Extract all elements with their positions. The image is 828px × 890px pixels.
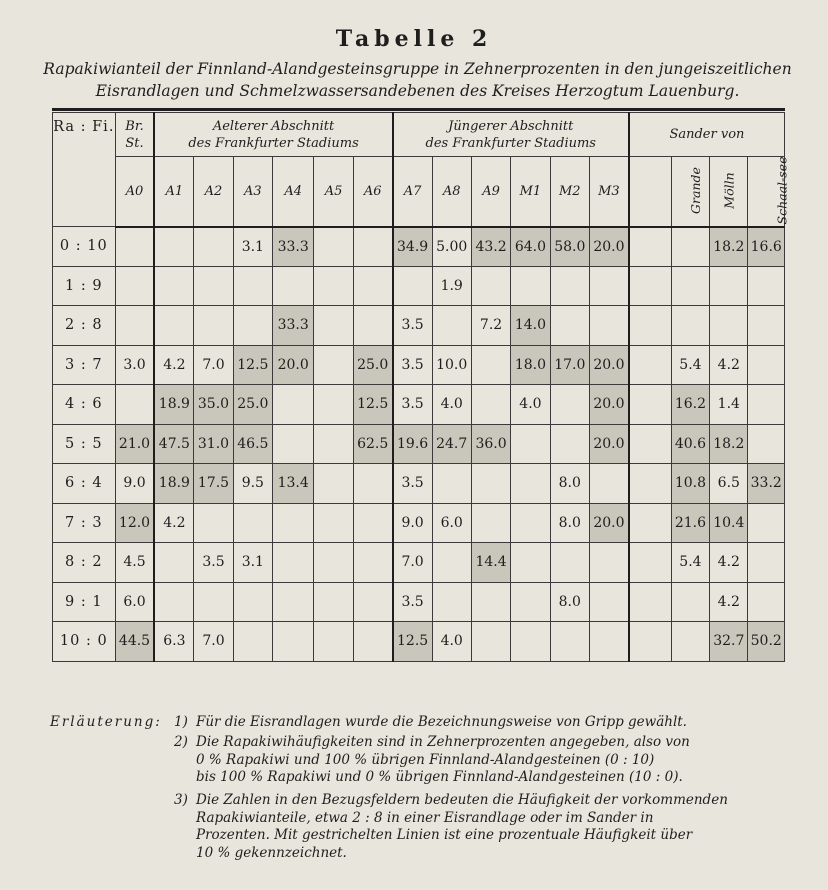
- col-header-a5: A5: [314, 157, 353, 227]
- table-cell: [511, 622, 550, 662]
- col-header-moelln: [710, 157, 748, 227]
- table-cell: [550, 622, 589, 662]
- table-cell: [273, 424, 314, 464]
- table-cell: 8.0: [550, 464, 589, 504]
- table-cell: 5.00: [432, 227, 471, 267]
- note-2-line-3: bis 100 % Rapakiwi und 0 % übrigen Finnland-Alandgesteinen (10 : 0).: [196, 769, 683, 786]
- table-cell: [550, 385, 589, 425]
- table-row: [53, 345, 785, 385]
- table-cell: 9.5: [233, 464, 272, 504]
- table-cell: [748, 582, 785, 622]
- table-cell: [314, 543, 353, 583]
- table-cell: 43.2: [471, 227, 510, 267]
- table-cell: 20.0: [589, 424, 628, 464]
- row-label: 8 : 2: [53, 543, 116, 583]
- table-cell: [629, 503, 671, 543]
- table-row: [53, 622, 785, 662]
- table-cell: [194, 227, 233, 267]
- table-cell: 4.2: [154, 503, 193, 543]
- table-cell: [589, 306, 628, 346]
- table-cell: [471, 622, 510, 662]
- table-cell: 12.5: [393, 622, 432, 662]
- table-cell: [550, 306, 589, 346]
- table-cell: 3.1: [233, 543, 272, 583]
- row-label: 3 : 7: [53, 345, 116, 385]
- table-title: Tabelle 2: [335, 26, 493, 52]
- table-cell: 4.0: [432, 622, 471, 662]
- table-cell: 19.6: [393, 424, 432, 464]
- table-cell: [629, 464, 671, 504]
- table-cell: 14.4: [471, 543, 510, 583]
- note-3-number: 3): [174, 792, 188, 808]
- col-header-a4: A4: [273, 157, 314, 227]
- table-cell: [471, 266, 510, 306]
- note-2-number: 2): [174, 734, 188, 750]
- table-cell: 12.0: [115, 503, 154, 543]
- table-cell: 3.5: [393, 345, 432, 385]
- table-cell: [629, 345, 671, 385]
- table-cell: 4.2: [710, 582, 748, 622]
- note-3-line-2: Rapakiwianteile, etwa 2 : 8 in einer Eisrandlage oder im Sander in: [196, 809, 654, 826]
- note-2-line-2: 0 % Rapakiwi und 100 % übrigen Finnland-Alandgesteinen (0 : 10): [196, 751, 655, 768]
- table-cell: 10.0: [432, 345, 471, 385]
- table-cell: [314, 582, 353, 622]
- table-cell: [432, 306, 471, 346]
- table-cell: [314, 227, 353, 267]
- table-cell: 6.0: [115, 582, 154, 622]
- row-label: 6 : 4: [53, 464, 116, 504]
- col-header-a3: A3: [233, 157, 272, 227]
- table-cell: [314, 424, 353, 464]
- table-cell: 31.0: [194, 424, 233, 464]
- row-label: 0 : 10: [53, 227, 116, 267]
- table-cell: 33.2: [748, 464, 785, 504]
- table-cell: [671, 622, 709, 662]
- table-cell: [353, 227, 392, 267]
- table-cell: [629, 306, 671, 346]
- table-cell: [314, 266, 353, 306]
- note-2: [174, 734, 774, 787]
- row-label: 5 : 5: [53, 424, 116, 464]
- table-cell: [629, 582, 671, 622]
- table-cell: [273, 543, 314, 583]
- row-label: 10 : 0: [53, 622, 116, 662]
- note-1-number: 1): [174, 714, 188, 730]
- header-older-section: [154, 113, 392, 157]
- table-cell: 6.0: [432, 503, 471, 543]
- col-header-a1: A1: [154, 157, 193, 227]
- table-cell: 6.5: [710, 464, 748, 504]
- col-header-a7: A7: [393, 157, 432, 227]
- table-cell: 10.4: [710, 503, 748, 543]
- col-header-sander-blank: [629, 157, 671, 227]
- header-brst-line2: St.: [125, 135, 144, 151]
- table-cell: [748, 424, 785, 464]
- header-brst-line1: Br.: [125, 118, 144, 134]
- table-cell: 33.3: [273, 306, 314, 346]
- table-cell: 25.0: [353, 345, 392, 385]
- table-cell: 17.0: [550, 345, 589, 385]
- table-cell: 35.0: [194, 385, 233, 425]
- table-cell: 3.5: [393, 464, 432, 504]
- table-cell: [710, 306, 748, 346]
- table-cell: [273, 582, 314, 622]
- row-label: 1 : 9: [53, 266, 116, 306]
- table-cell: 9.0: [115, 464, 154, 504]
- table-cell: [550, 424, 589, 464]
- table-cell: [589, 266, 628, 306]
- table-cell: 3.0: [115, 345, 154, 385]
- table-cell: [154, 582, 193, 622]
- table-cell: [589, 543, 628, 583]
- col-header-m2: M2: [550, 157, 589, 227]
- table-cell: 17.5: [194, 464, 233, 504]
- table-cell: [115, 266, 154, 306]
- table-cell: [629, 227, 671, 267]
- row-label: 4 : 6: [53, 385, 116, 425]
- table-cell: 4.2: [710, 543, 748, 583]
- header-brst: [115, 113, 154, 157]
- table-cell: [671, 266, 709, 306]
- table-cell: [154, 306, 193, 346]
- table-cell: [353, 622, 392, 662]
- table-cell: 8.0: [550, 503, 589, 543]
- note-3-line-3: Prozenten. Mit gestrichelten Linien ist eine prozentuale Häufigkeit über: [196, 827, 693, 844]
- table-cell: [550, 266, 589, 306]
- table-cell: [233, 503, 272, 543]
- table-cell: 12.5: [353, 385, 392, 425]
- table-cell: 36.0: [471, 424, 510, 464]
- table-cell: [629, 424, 671, 464]
- table-cell: [671, 306, 709, 346]
- col-header-m1: M1: [511, 157, 550, 227]
- table-cell: [393, 266, 432, 306]
- col-header-a0: A0: [115, 157, 154, 227]
- table-cell: 9.0: [393, 503, 432, 543]
- table-cell: 4.2: [154, 345, 193, 385]
- table-cell: [748, 503, 785, 543]
- table-cell: 4.2: [710, 345, 748, 385]
- table-row: [53, 464, 785, 504]
- table-cell: 4.0: [432, 385, 471, 425]
- table-cell: [511, 266, 550, 306]
- table-cell: [194, 306, 233, 346]
- table-cell: [233, 622, 272, 662]
- col-header-a8: A8: [432, 157, 471, 227]
- table-cell: [629, 543, 671, 583]
- table-cell: [432, 582, 471, 622]
- table-cell: [353, 503, 392, 543]
- table-cell: [671, 582, 709, 622]
- table-cell: 21.6: [671, 503, 709, 543]
- table-cell: 18.0: [511, 345, 550, 385]
- note-2-line-1: Die Rapakiwihäufigkeiten sind in Zehnerprozenten angegeben, also von: [196, 734, 690, 750]
- table-cell: [511, 543, 550, 583]
- table-cell: 5.4: [671, 543, 709, 583]
- table-cell: [273, 503, 314, 543]
- table-cell: 3.1: [233, 227, 272, 267]
- table-cell: [314, 345, 353, 385]
- col-header-schaalsee: [748, 156, 790, 227]
- table-cell: 3.5: [194, 543, 233, 583]
- table-cell: 20.0: [589, 345, 628, 385]
- notes-label: Erläuterung:: [50, 714, 162, 730]
- col-header-a2: A2: [194, 157, 233, 227]
- table-cell: 33.3: [273, 227, 314, 267]
- table-cell: 12.5: [233, 345, 272, 385]
- subtitle-line-2: Eisrandlagen und Schmelzwassersandebenen des Kreises Herzogtum Lauenburg.: [95, 82, 740, 100]
- table-cell: 34.9: [393, 227, 432, 267]
- table-cell: 20.0: [589, 385, 628, 425]
- table-cell: [353, 266, 392, 306]
- table-cell: 7.0: [194, 622, 233, 662]
- table-cell: 50.2: [748, 622, 785, 662]
- col-header-a6: A6: [353, 157, 392, 227]
- table-cell: [194, 266, 233, 306]
- table-cell: 16.6: [748, 227, 785, 267]
- table-cell: 58.0: [550, 227, 589, 267]
- table-cell: [471, 503, 510, 543]
- table-cell: [511, 464, 550, 504]
- subtitle-line-1: Rapakiwianteil der Finnland-Alandgesteinsgruppe in Zehnerprozenten in den jungeiszeitlichen: [43, 60, 792, 78]
- table-cell: [273, 385, 314, 425]
- table-cell: 18.2: [710, 227, 748, 267]
- table-cell: [314, 464, 353, 504]
- table-cell: 7.0: [393, 543, 432, 583]
- table-cell: 8.0: [550, 582, 589, 622]
- table-cell: [353, 306, 392, 346]
- table-cell: [629, 266, 671, 306]
- table-body: [53, 227, 785, 662]
- rapakiwi-table: [52, 112, 790, 662]
- table-cell: 13.4: [273, 464, 314, 504]
- table-cell: 40.6: [671, 424, 709, 464]
- table-cell: 62.5: [353, 424, 392, 464]
- table-cell: [589, 582, 628, 622]
- table-cell: 20.0: [273, 345, 314, 385]
- table-cell: [273, 266, 314, 306]
- table-cell: [273, 622, 314, 662]
- table-cell: [511, 503, 550, 543]
- table-row: [53, 424, 785, 464]
- table-cell: [550, 543, 589, 583]
- table-cell: [194, 503, 233, 543]
- table-cell: 47.5: [154, 424, 193, 464]
- header-older-line2: des Frankfurter Stadiums: [188, 135, 359, 151]
- table-cell: [511, 424, 550, 464]
- table-cell: 44.5: [115, 622, 154, 662]
- table-cell: 20.0: [589, 227, 628, 267]
- table-cell: 25.0: [233, 385, 272, 425]
- table-row: [53, 227, 785, 267]
- col-header-m3: M3: [589, 157, 628, 227]
- table-cell: [314, 385, 353, 425]
- table-cell: [154, 543, 193, 583]
- table-cell: [353, 464, 392, 504]
- header-younger-line1: Jüngerer Abschnitt: [448, 118, 574, 134]
- table-cell: [629, 385, 671, 425]
- table-cell: [471, 345, 510, 385]
- table-row: [53, 306, 785, 346]
- table-cell: 4.0: [511, 385, 550, 425]
- row-label: 2 : 8: [53, 306, 116, 346]
- table-cell: 16.2: [671, 385, 709, 425]
- table-cell: [314, 503, 353, 543]
- table-cell: [154, 266, 193, 306]
- table-cell: [233, 266, 272, 306]
- table-row: [53, 266, 785, 306]
- header-younger-section: [393, 113, 629, 157]
- col-header-moelln-text: Mölln: [721, 172, 737, 209]
- table-cell: 1.9: [432, 266, 471, 306]
- table-cell: [629, 622, 671, 662]
- top-rule: [52, 108, 785, 111]
- table-cell: 24.7: [432, 424, 471, 464]
- table-cell: 21.0: [115, 424, 154, 464]
- col-header-a9: A9: [471, 157, 510, 227]
- col-header-grande: [671, 157, 709, 227]
- table-cell: 3.5: [393, 306, 432, 346]
- table-cell: [194, 582, 233, 622]
- table-cell: [710, 266, 748, 306]
- table-cell: [748, 306, 785, 346]
- table-cell: 7.2: [471, 306, 510, 346]
- table-row: [53, 543, 785, 583]
- table-cell: 5.4: [671, 345, 709, 385]
- table-cell: 4.5: [115, 543, 154, 583]
- table-cell: [233, 306, 272, 346]
- header-older-line1: Aelterer Abschnitt: [212, 118, 335, 134]
- table-cell: 10.8: [671, 464, 709, 504]
- table-cell: [748, 345, 785, 385]
- table-cell: [233, 582, 272, 622]
- header-younger-line2: des Frankfurter Stadiums: [425, 135, 596, 151]
- table-cell: [671, 227, 709, 267]
- table-cell: 46.5: [233, 424, 272, 464]
- table-cell: [589, 464, 628, 504]
- table-cell: 20.0: [589, 503, 628, 543]
- table-cell: 18.2: [710, 424, 748, 464]
- row-label: 7 : 3: [53, 503, 116, 543]
- row-label: 9 : 1: [53, 582, 116, 622]
- note-1: [174, 714, 774, 732]
- table-cell: [353, 582, 392, 622]
- table-cell: [115, 385, 154, 425]
- table-cell: [471, 464, 510, 504]
- table-cell: 14.0: [511, 306, 550, 346]
- table-cell: [432, 543, 471, 583]
- table-cell: 32.7: [710, 622, 748, 662]
- note-3: [174, 792, 774, 862]
- note-3-line-1: Die Zahlen in den Bezugsfeldern bedeuten die Häufigkeit der vorkommenden: [196, 792, 728, 808]
- col-header-schaalsee-text: Schaal-see: [774, 156, 790, 225]
- table-cell: [589, 622, 628, 662]
- table-cell: 18.9: [154, 464, 193, 504]
- table-cell: [471, 582, 510, 622]
- table-cell: [432, 464, 471, 504]
- header-ra-fi: Ra : Fi.: [53, 113, 116, 227]
- table-cell: [115, 227, 154, 267]
- table-cell: [154, 227, 193, 267]
- table-cell: [748, 266, 785, 306]
- table-cell: [314, 306, 353, 346]
- table-row: [53, 582, 785, 622]
- table-cell: [748, 385, 785, 425]
- table-cell: [353, 543, 392, 583]
- table-cell: 3.5: [393, 582, 432, 622]
- table-row: [53, 503, 785, 543]
- table-cell: 18.9: [154, 385, 193, 425]
- col-header-grande-text: Grande: [687, 166, 703, 214]
- table-row: [53, 385, 785, 425]
- header-sander: Sander von: [629, 113, 785, 157]
- table-cell: 64.0: [511, 227, 550, 267]
- table-cell: [511, 582, 550, 622]
- table-cell: [748, 543, 785, 583]
- table-cell: 6.3: [154, 622, 193, 662]
- table-cell: [314, 622, 353, 662]
- table-cell: [115, 306, 154, 346]
- table-cell: 7.0: [194, 345, 233, 385]
- note-3-line-4: 10 % gekennzeichnet.: [196, 844, 347, 861]
- table-cell: 3.5: [393, 385, 432, 425]
- table-cell: 1.4: [710, 385, 748, 425]
- note-1-text: Für die Eisrandlagen wurde die Bezeichnungsweise von Gripp gewählt.: [196, 714, 687, 730]
- table-cell: [471, 385, 510, 425]
